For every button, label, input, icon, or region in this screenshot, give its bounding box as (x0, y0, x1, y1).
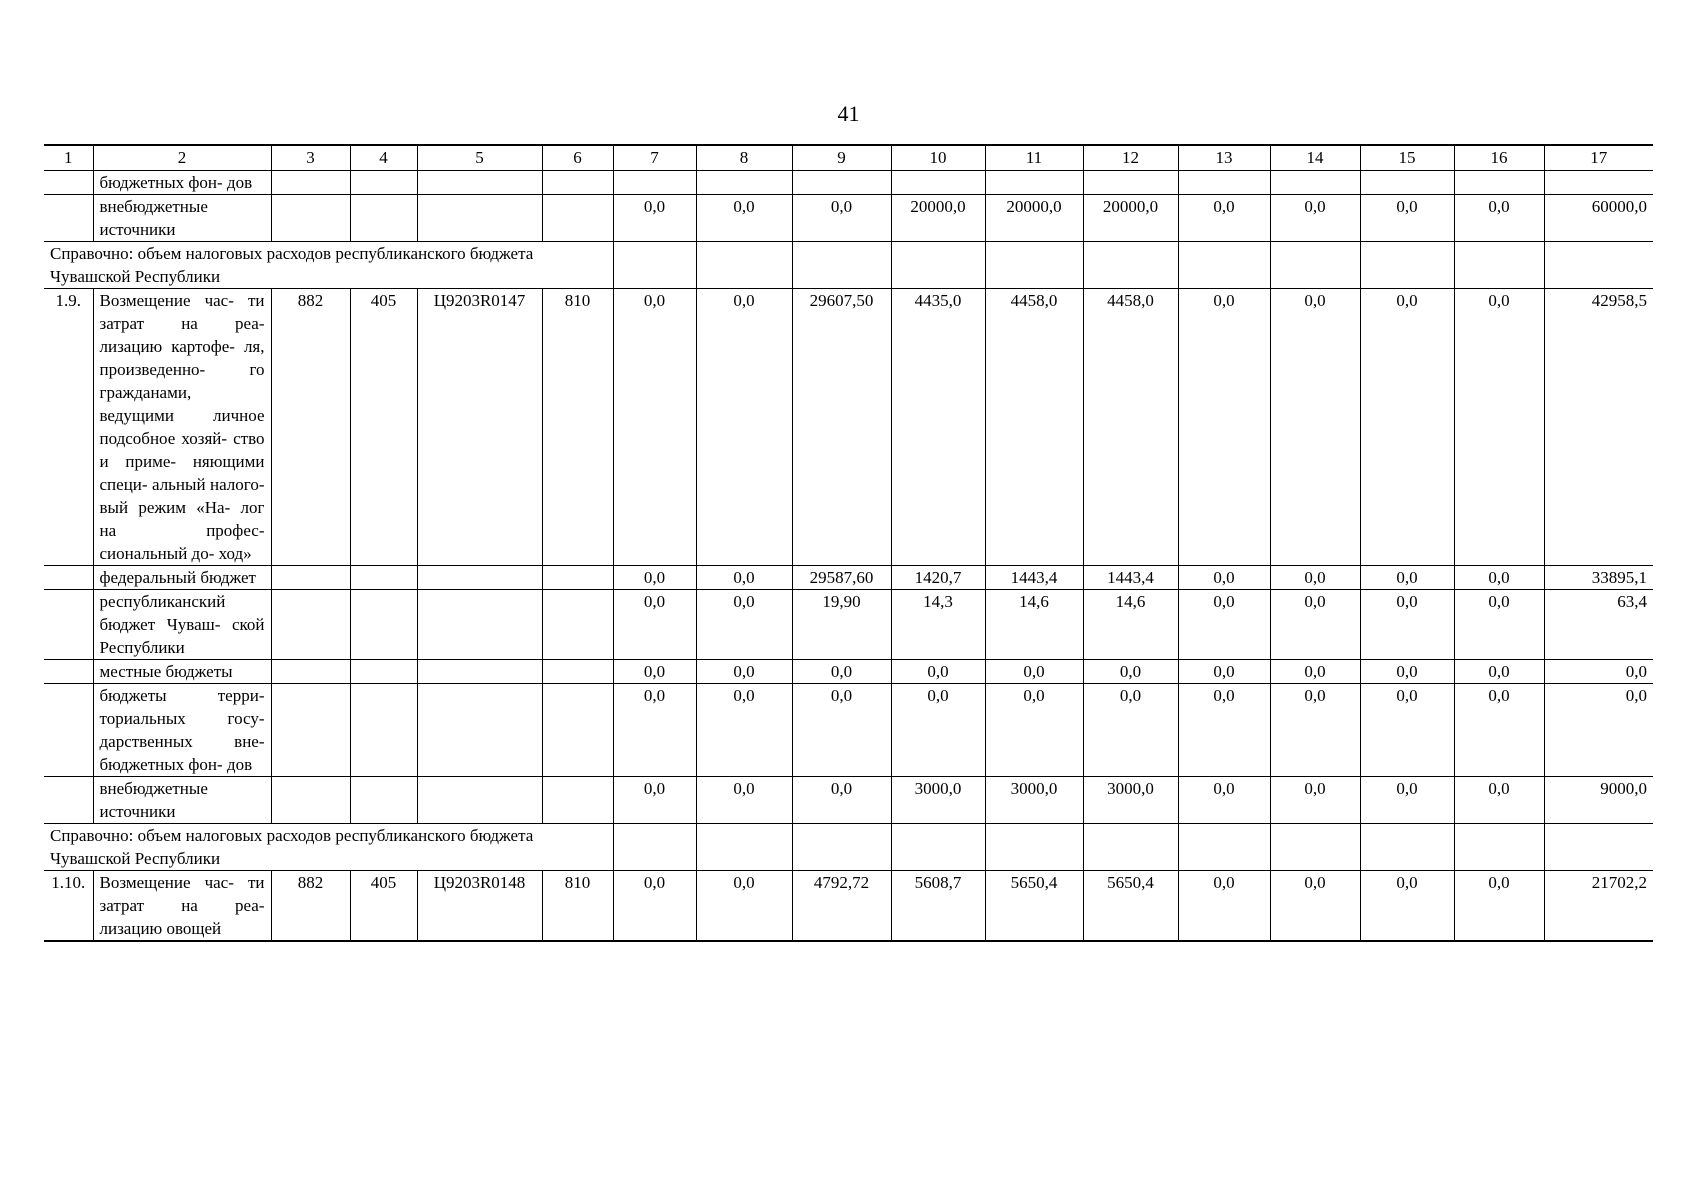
value-cell: 20000,0 (891, 195, 985, 242)
row-label: внебюджетные источники (93, 195, 271, 242)
row-label: бюджетных фон- дов (93, 171, 271, 195)
value-cell: 0,0 (1083, 684, 1178, 777)
table-row-item (44, 289, 1653, 566)
value-cell: 0,0 (792, 660, 891, 684)
value-cell: 0,0 (696, 590, 792, 660)
value-cell: 0,0 (1360, 289, 1454, 566)
column-header: 9 (792, 145, 891, 171)
ministry-code: 882 (271, 871, 350, 942)
value-cell: 0,0 (1270, 566, 1360, 590)
value-cell: 0,0 (1454, 684, 1544, 777)
value-cell: 0,0 (1454, 590, 1544, 660)
value-cell: 0,0 (696, 289, 792, 566)
row-label: Возмещение час- ти затрат на реа- лизацию овощей (93, 871, 271, 942)
empty-cell (350, 590, 417, 660)
value-cell: 0,0 (792, 777, 891, 824)
value-cell: 63,4 (1544, 590, 1653, 660)
value-cell: 3000,0 (891, 777, 985, 824)
value-cell: 5650,4 (985, 871, 1083, 942)
value-cell: 0,0 (1270, 590, 1360, 660)
column-header: 13 (1178, 145, 1270, 171)
table-row (44, 777, 1653, 824)
column-header: 3 (271, 145, 350, 171)
empty-cell (696, 171, 792, 195)
target-article-code: Ц9203R0147 (417, 289, 542, 566)
empty-cell (44, 660, 93, 684)
value-cell: 0,0 (1178, 871, 1270, 942)
value-cell: 4792,72 (792, 871, 891, 942)
row-label: внебюджетные источники (93, 777, 271, 824)
value-cell: 0,0 (1360, 871, 1454, 942)
value-cell: 0,0 (696, 195, 792, 242)
value-cell: 0,0 (1270, 195, 1360, 242)
empty-cell (985, 171, 1083, 195)
table-row-item (44, 871, 1653, 942)
empty-cell (1360, 171, 1454, 195)
empty-cell (350, 777, 417, 824)
ministry-code: 882 (271, 289, 350, 566)
empty-cell (271, 195, 350, 242)
header-row (44, 145, 1653, 171)
column-header: 14 (1270, 145, 1360, 171)
value-cell: 4458,0 (985, 289, 1083, 566)
value-cell: 0,0 (1083, 660, 1178, 684)
value-cell: 0,0 (1360, 660, 1454, 684)
empty-cell (891, 171, 985, 195)
column-header: 6 (542, 145, 613, 171)
value-cell: 0,0 (613, 777, 696, 824)
value-cell: 0,0 (1360, 777, 1454, 824)
column-header: 1 (44, 145, 93, 171)
value-cell: 0,0 (1454, 660, 1544, 684)
table-row (44, 171, 1653, 195)
empty-cell (1270, 171, 1360, 195)
value-cell: 0,0 (613, 289, 696, 566)
value-cell: 14,6 (985, 590, 1083, 660)
empty-cell (350, 566, 417, 590)
value-cell: 0,0 (1454, 871, 1544, 942)
value-cell: 21702,2 (1544, 871, 1653, 942)
value-cell: 14,6 (1083, 590, 1178, 660)
empty-cell (271, 660, 350, 684)
column-header: 15 (1360, 145, 1454, 171)
row-label: бюджеты терри- ториальных госу- дарственных вне- бюджетных фон- дов (93, 684, 271, 777)
column-header: 7 (613, 145, 696, 171)
value-cell: 0,0 (1360, 590, 1454, 660)
column-header: 16 (1454, 145, 1544, 171)
row-label: республиканский бюджет Чуваш- ской Республики (93, 590, 271, 660)
value-cell: 5608,7 (891, 871, 985, 942)
empty-cell (417, 566, 542, 590)
value-cell: 0,0 (792, 195, 891, 242)
column-header: 2 (93, 145, 271, 171)
value-cell: 4458,0 (1083, 289, 1178, 566)
row-label: федеральный бюджет (93, 566, 271, 590)
section-code: 405 (350, 871, 417, 942)
value-cell: 0,0 (1544, 660, 1653, 684)
table-row (44, 590, 1653, 660)
value-cell: 0,0 (985, 684, 1083, 777)
value-cell: 0,0 (1360, 195, 1454, 242)
value-cell: 0,0 (1360, 566, 1454, 590)
expense-type-code: 810 (542, 871, 613, 942)
column-header: 10 (891, 145, 985, 171)
value-cell: 1443,4 (985, 566, 1083, 590)
value-cell: 20000,0 (1083, 195, 1178, 242)
empty-cell (44, 684, 93, 777)
column-header: 8 (696, 145, 792, 171)
empty-cell (542, 171, 613, 195)
value-cell: 29607,50 (792, 289, 891, 566)
value-cell: 0,0 (1454, 289, 1544, 566)
value-cell: 0,0 (1178, 777, 1270, 824)
empty-cell (542, 195, 613, 242)
expense-type-code: 810 (542, 289, 613, 566)
value-cell: 0,0 (696, 660, 792, 684)
value-cell: 0,0 (613, 566, 696, 590)
empty-cell (542, 684, 613, 777)
value-cell: 20000,0 (985, 195, 1083, 242)
column-header: 11 (985, 145, 1083, 171)
empty-cell (350, 660, 417, 684)
value-cell: 0,0 (1454, 195, 1544, 242)
empty-cell (271, 171, 350, 195)
empty-cell (1083, 171, 1178, 195)
value-cell: 0,0 (792, 684, 891, 777)
value-cell: 0,0 (1178, 684, 1270, 777)
empty-cell (1178, 171, 1270, 195)
empty-cell (1544, 171, 1653, 195)
value-cell: 9000,0 (1544, 777, 1653, 824)
empty-cell (350, 171, 417, 195)
value-cell: 1443,4 (1083, 566, 1178, 590)
value-cell: 5650,4 (1083, 871, 1178, 942)
empty-cell (44, 171, 93, 195)
row-index: 1.10. (44, 871, 93, 942)
value-cell: 4435,0 (891, 289, 985, 566)
value-cell: 0,0 (696, 871, 792, 942)
page-number: 41 (837, 101, 860, 126)
empty-cell (542, 660, 613, 684)
value-cell: 29587,60 (792, 566, 891, 590)
value-cell: 19,90 (792, 590, 891, 660)
value-cell: 0,0 (613, 684, 696, 777)
value-cell: 0,0 (1178, 590, 1270, 660)
value-cell: 0,0 (891, 660, 985, 684)
empty-cell (417, 590, 542, 660)
value-cell: 0,0 (613, 195, 696, 242)
table-row (44, 684, 1653, 777)
empty-cell (417, 660, 542, 684)
value-cell: 0,0 (1544, 684, 1653, 777)
value-cell: 0,0 (1178, 195, 1270, 242)
empty-cell (271, 566, 350, 590)
value-cell: 1420,7 (891, 566, 985, 590)
table-row (44, 566, 1653, 590)
empty-cell (350, 684, 417, 777)
empty-cell (542, 590, 613, 660)
value-cell: 0,0 (1454, 566, 1544, 590)
value-cell: 0,0 (1270, 684, 1360, 777)
value-cell: 0,0 (1454, 777, 1544, 824)
value-cell: 33895,1 (1544, 566, 1653, 590)
value-cell: 0,0 (1178, 566, 1270, 590)
reference-note: Справочно: объем налоговых расходов республиканского бюджета Чувашской Республики (44, 242, 613, 289)
value-cell: 0,0 (696, 684, 792, 777)
budget-table (44, 144, 1653, 942)
value-cell: 60000,0 (1544, 195, 1653, 242)
row-label: местные бюджеты (93, 660, 271, 684)
note-row (44, 242, 1653, 289)
empty-cell (417, 684, 542, 777)
empty-cell (792, 171, 891, 195)
value-cell: 0,0 (613, 871, 696, 942)
column-header: 4 (350, 145, 417, 171)
value-cell: 0,0 (613, 660, 696, 684)
table-row (44, 660, 1653, 684)
value-cell: 0,0 (696, 566, 792, 590)
empty-cell (1454, 171, 1544, 195)
empty-cell (417, 777, 542, 824)
value-cell: 3000,0 (985, 777, 1083, 824)
empty-cell (417, 195, 542, 242)
empty-cell (271, 684, 350, 777)
value-cell: 3000,0 (1083, 777, 1178, 824)
section-code: 405 (350, 289, 417, 566)
empty-cell (542, 777, 613, 824)
value-cell: 0,0 (1270, 289, 1360, 566)
reference-note: Справочно: объем налоговых расходов республиканского бюджета Чувашской Республики (44, 824, 613, 871)
row-label: Возмещение час- ти затрат на реа- лизацию картофе- ля, произведенно- го гражданами, ведущими личное подсобное хозяй- ство и приме- няющими специ- альный налого- вый режим «На- лог на профес- сиональный до- ход» (93, 289, 271, 566)
empty-cell (44, 590, 93, 660)
column-header: 17 (1544, 145, 1653, 171)
column-header: 5 (417, 145, 542, 171)
row-index: 1.9. (44, 289, 93, 566)
table-row (44, 195, 1653, 242)
target-article-code: Ц9203R0148 (417, 871, 542, 942)
empty-cell (350, 195, 417, 242)
empty-cell (542, 566, 613, 590)
value-cell: 0,0 (1270, 660, 1360, 684)
value-cell: 0,0 (891, 684, 985, 777)
value-cell: 0,0 (613, 590, 696, 660)
value-cell: 0,0 (1178, 289, 1270, 566)
value-cell: 0,0 (985, 660, 1083, 684)
empty-cell (44, 566, 93, 590)
empty-cell (44, 195, 93, 242)
value-cell: 0,0 (1360, 684, 1454, 777)
empty-cell (271, 590, 350, 660)
empty-cell (271, 777, 350, 824)
empty-cell (613, 171, 696, 195)
column-header: 12 (1083, 145, 1178, 171)
empty-cell (44, 777, 93, 824)
value-cell: 42958,5 (1544, 289, 1653, 566)
note-row (44, 824, 1653, 871)
value-cell: 0,0 (696, 777, 792, 824)
value-cell: 14,3 (891, 590, 985, 660)
value-cell: 0,0 (1178, 660, 1270, 684)
value-cell: 0,0 (1270, 871, 1360, 942)
empty-cell (417, 171, 542, 195)
value-cell: 0,0 (1270, 777, 1360, 824)
